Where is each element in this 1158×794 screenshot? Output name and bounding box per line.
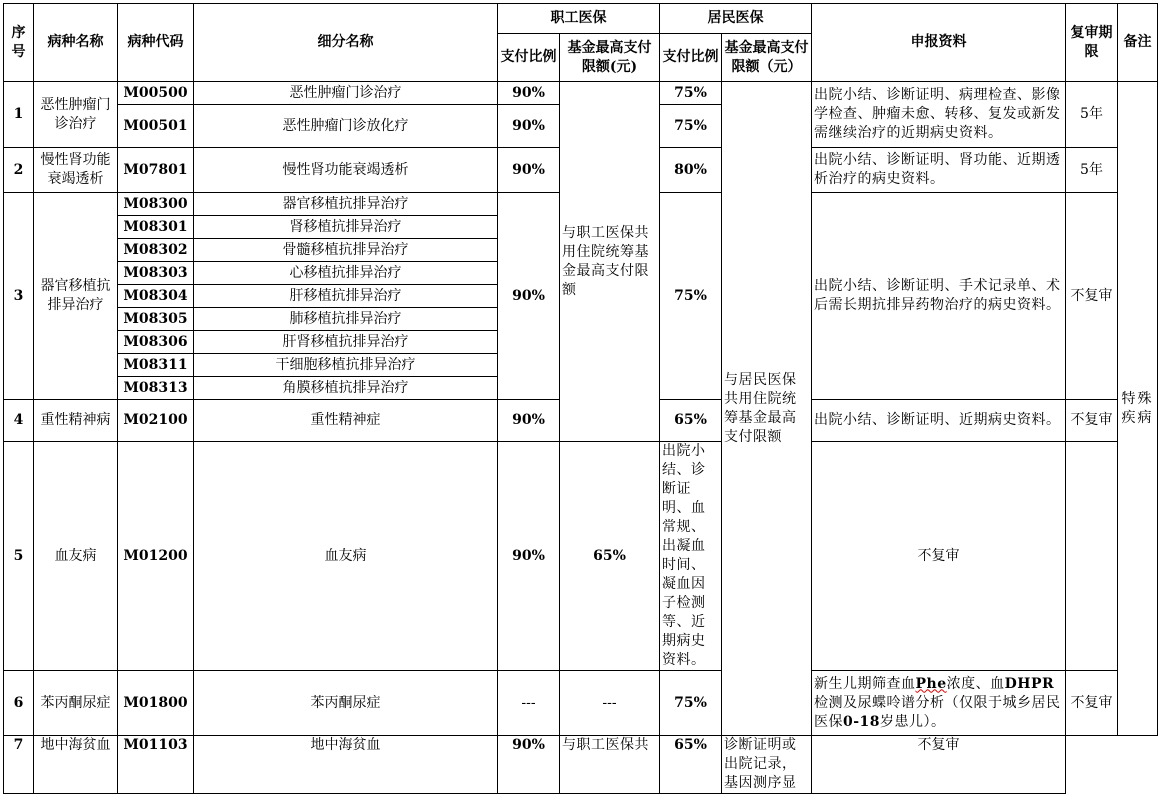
- row5-name: 血友病: [34, 442, 118, 671]
- col-emp-fund-max: 基金最高支付限额(元): [560, 34, 660, 82]
- row1-emp-ratio-2: 90%: [498, 105, 560, 148]
- col-disease-code: 病种代码: [118, 4, 194, 82]
- row6-review: 不复审: [1066, 671, 1118, 736]
- row5-res-ratio: 65%: [560, 442, 660, 671]
- row3-code-5: M08304: [118, 285, 194, 308]
- row3-sub-7: 肝肾移植抗排异治疗: [194, 331, 498, 354]
- row5-materials: 出院小结、诊断证明、血常规、出凝血时间、凝血因子检测等、近期病史资料。: [660, 442, 722, 671]
- row6-materials: 新生儿期筛查血Phe浓度、血DHPR检测及尿蝶呤谱分析（仅限于城乡居民医保0-18岁患儿）。: [812, 671, 1066, 736]
- row4-materials: 出院小结、诊断证明、近期病史资料。: [812, 400, 1066, 442]
- row2-sub: 慢性肾功能衰竭透析: [194, 148, 498, 193]
- special-disease-table: [3, 3, 1158, 794]
- row3-seq: 3: [4, 193, 34, 400]
- row5-review: 不复审: [812, 442, 1066, 671]
- row3-sub-9: 角膜移植抗排异治疗: [194, 377, 498, 400]
- row3-code-6: M08305: [118, 308, 194, 331]
- row1-res-ratio-2: 75%: [660, 105, 722, 148]
- row3-code-1: M08300: [118, 193, 194, 216]
- row3-code-2: M08301: [118, 216, 194, 239]
- row3-sub-8: 干细胞移植抗排异治疗: [194, 354, 498, 377]
- col-note: 备注: [1118, 4, 1158, 82]
- row1-sub-1: 恶性肿瘤门诊治疗: [194, 82, 498, 105]
- col-disease-name: 病种名称: [34, 4, 118, 82]
- row3-code-8: M08311: [118, 354, 194, 377]
- row1-seq: 1: [4, 82, 34, 148]
- col-materials: 申报资料: [812, 4, 1066, 82]
- row1-res-ratio-1: 75%: [660, 82, 722, 105]
- group-employee: 职工医保: [498, 4, 660, 34]
- row5-seq: 5: [4, 442, 34, 671]
- row2-seq: 2: [4, 148, 34, 193]
- res-shared-limit: 与居民医保共用住院统筹基金最高支付限额: [722, 82, 812, 736]
- row4-emp-ratio: 90%: [498, 400, 560, 442]
- row7-seq: 7: [4, 736, 34, 794]
- row1-name: 恶性肿瘤门诊治疗: [34, 82, 118, 148]
- col-res-fund-max: 基金最高支付限额（元）: [722, 34, 812, 82]
- row3-code-4: M08303: [118, 262, 194, 285]
- group-resident: 居民医保: [660, 4, 812, 34]
- row7-code: M01103: [118, 736, 194, 794]
- row7-res-ratio: 65%: [660, 736, 722, 794]
- col-res-pay-ratio: 支付比例: [660, 34, 722, 82]
- col-emp-pay-ratio: 支付比例: [498, 34, 560, 82]
- row3-review: 不复审: [1066, 193, 1118, 400]
- row7-emp-ratio: 90%: [498, 736, 560, 794]
- row4-res-ratio: 65%: [660, 400, 722, 442]
- row4-code: M02100: [118, 400, 194, 442]
- row3-code-9: M08313: [118, 377, 194, 400]
- row3-name: 器官移植抗排异治疗: [34, 193, 118, 400]
- row7-review: 不复审: [812, 736, 1066, 794]
- row3-sub-6: 肺移植抗排异治疗: [194, 308, 498, 331]
- row7-materials: 诊断证明或出院记录，基因测序显: [722, 736, 812, 794]
- row7-sub: 地中海贫血: [194, 736, 498, 794]
- row3-code-3: M08302: [118, 239, 194, 262]
- row2-name: 慢性肾功能衰竭透析: [34, 148, 118, 193]
- row1-materials: 出院小结、诊断证明、病理检查、影像学检查、肿瘤未愈、转移、复发或新发需继续治疗的近期病史资料。: [812, 82, 1066, 148]
- row2-code: M07801: [118, 148, 194, 193]
- row6-name: 苯丙酮尿症: [34, 671, 118, 736]
- row3-sub-4: 心移植抗排异治疗: [194, 262, 498, 285]
- row1-code-2: M00501: [118, 105, 194, 148]
- row7-name: 地中海贫血: [34, 736, 118, 794]
- row1-review: 5年: [1066, 82, 1118, 148]
- col-review-period: 复审期限: [1066, 4, 1118, 82]
- row4-seq: 4: [4, 400, 34, 442]
- row3-sub-3: 骨髓移植抗排异治疗: [194, 239, 498, 262]
- row3-materials: 出院小结、诊断证明、手术记录单、术后需长期抗排异药物治疗的病史资料。: [812, 193, 1066, 400]
- row7-emp-limit: 与职工医保共: [560, 736, 660, 794]
- row1-code-1: M00500: [118, 82, 194, 105]
- row2-review: 5年: [1066, 148, 1118, 193]
- row3-sub-1: 器官移植抗排异治疗: [194, 193, 498, 216]
- row4-sub: 重性精神症: [194, 400, 498, 442]
- row5-code: M01200: [118, 442, 194, 671]
- row2-emp-ratio: 90%: [498, 148, 560, 193]
- row6-emp-limit: ---: [560, 671, 660, 736]
- row3-sub-5: 肝移植抗排异治疗: [194, 285, 498, 308]
- row6-res-ratio: 75%: [660, 671, 722, 736]
- row3-sub-2: 肾移植抗排异治疗: [194, 216, 498, 239]
- col-sub-name: 细分名称: [194, 4, 498, 82]
- row4-review: 不复审: [1066, 400, 1118, 442]
- emp-shared-limit: 与职工医保共用住院统筹基金最高支付限额: [560, 82, 660, 442]
- row1-sub-2: 恶性肿瘤门诊放化疗: [194, 105, 498, 148]
- row3-code-7: M08306: [118, 331, 194, 354]
- row5-sub: 血友病: [194, 442, 498, 671]
- row4-name: 重性精神病: [34, 400, 118, 442]
- row5-emp-ratio: 90%: [498, 442, 560, 671]
- row3-emp-ratio: 90%: [498, 193, 560, 400]
- row6-sub: 苯丙酮尿症: [194, 671, 498, 736]
- row2-materials: 出院小结、诊断证明、肾功能、近期透析治疗的病史资料。: [812, 148, 1066, 193]
- row6-emp-ratio: ---: [498, 671, 560, 736]
- row6-seq: 6: [4, 671, 34, 736]
- col-seq: 序号: [4, 4, 34, 82]
- row2-res-ratio: 80%: [660, 148, 722, 193]
- row1-emp-ratio-1: 90%: [498, 82, 560, 105]
- row3-res-ratio: 75%: [660, 193, 722, 400]
- note-special-disease: 特殊疾病: [1118, 82, 1158, 736]
- row6-code: M01800: [118, 671, 194, 736]
